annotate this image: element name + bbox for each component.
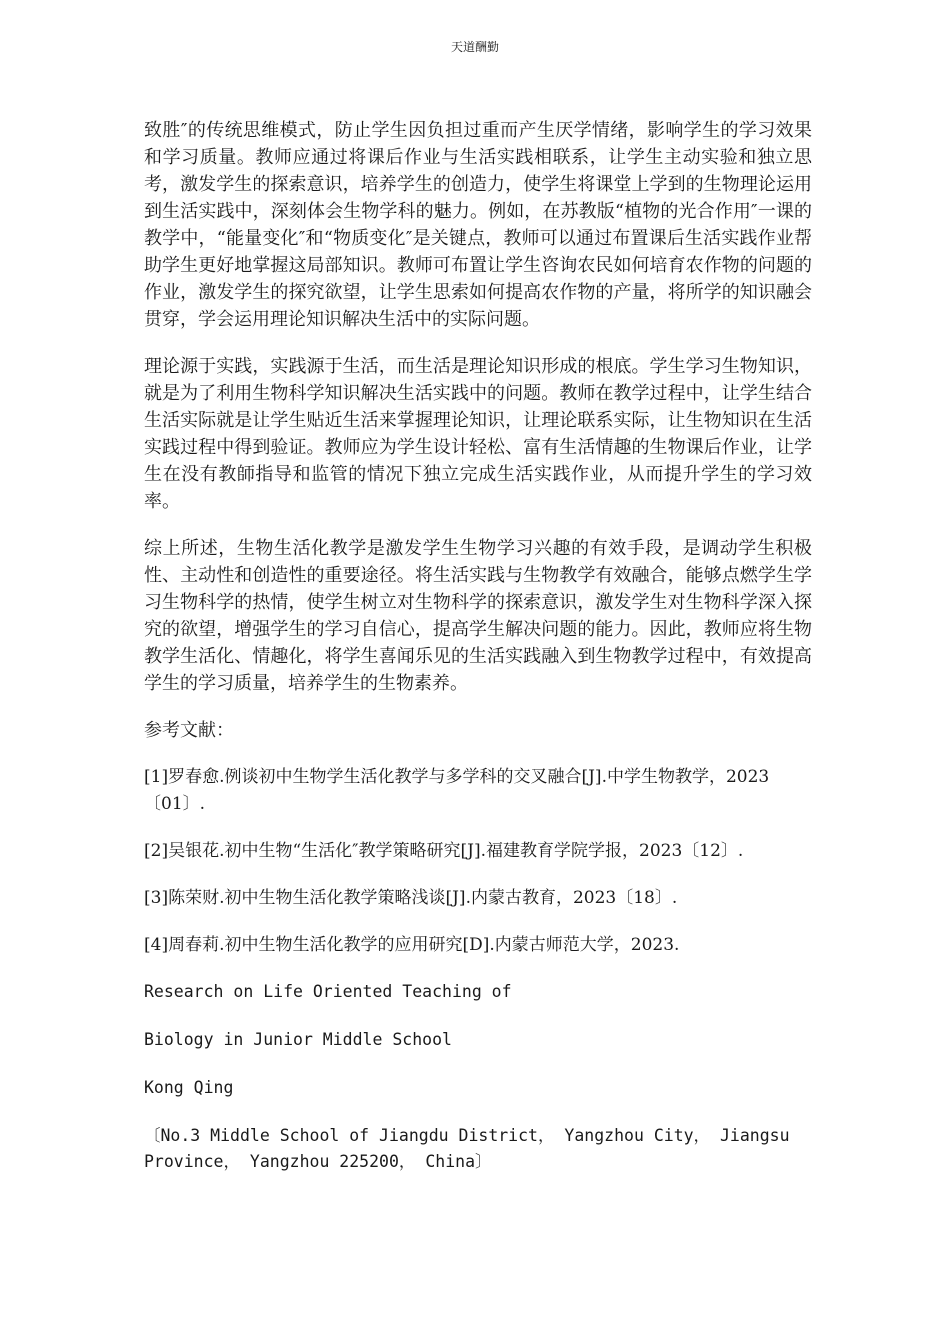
english-title-line-1: Research on Life Oriented Teaching of (144, 982, 512, 1001)
body-paragraph: 致胜″的传统思维模式，防止学生因负担过重而产生厌学情绪，影响学生的学习效果和学习质量。教师应通过将课后作业与生活实践相联系，让学生主动实验和独立思考，激发学生的探索意识，培养学生的创造力，使学生将课堂上学到的生物理论运用到生活实践中，深刻体会生物学科的魅力。例如，在苏教版“植物的光合作用″一课的教学中，“能量变化″和“物质变化″是关键点，教师可以通过布置课后生活实践作业帮助学生更好地掌握这局部知识。教师可布置让学生咨询农民如何培育农作物的问题的作业，激发学生的探究欲望，让学生思索如何提高农作物的产量，将所学的知识融会贯穿，学会运用理论知识解决生活中的实际问题。 (144, 120, 812, 330)
reference-item: [1]罗春愈.例谈初中生物学生活化教学与多学科的交叉融合[J].中学生物教学，2023〔01〕. (144, 767, 770, 814)
reference-item: [2]吴银花.初中生物“生活化″教学策略研究[J].福建教育学院学报，2023〔12〕. (144, 841, 744, 861)
page-header: 天道酬勤 (450, 40, 499, 54)
english-author: Kong Qing (144, 1078, 234, 1097)
english-affiliation: 〔No.3 Middle School of Jiangdu District， Yangzhou City， Jiangsu Province， Yangzhou 225200， China〕 (144, 1126, 800, 1171)
references-heading: 参考文献： (144, 720, 234, 741)
english-title-line-2: Biology in Junior Middle School (144, 1030, 452, 1049)
reference-item: [3]陈荣财.初中生物生活化教学策略浅谈[J].内蒙古教育，2023〔18〕. (144, 888, 678, 908)
body-paragraph: 理论源于实践，实践源于生活，而生活是理论知识形成的根底。学生学习生物知识，就是为了利用生物科学知识解决生活实践中的问题。教师在教学过程中，让学生结合生活实际就是让学生贴近生活来掌握理论知识，让理论联系实际，让生物知识在生活实践过程中得到验证。教师应为学生设计轻松、富有生活情趣的生物课后作业，让学生在没有教師指导和监管的情况下独立完成生活实践作业，从而提升学生的学习效率。 (144, 356, 812, 512)
document-body (144, 117, 812, 1197)
body-paragraph: 综上所述，生物生活化教学是激发学生生物学习兴趣的有效手段，是调动学生积极性、主动性和创造性的重要途径。将生活实践与生物教学有效融合，能够点燃学生学习生物科学的热情，使学生树立对生物科学的探索意识，激发学生对生物科学深入探究的欲望，增强学生的学习自信心，提高学生解决问题的能力。因此，教师应将生物教学生活化、情趣化，将学生喜闻乐见的生活实践融入到生物教学过程中，有效提高学生的学习质量，培养学生的生物素养。 (144, 538, 812, 694)
reference-item: [4]周春莉.初中生物生活化教学的应用研究[D].内蒙古师范大学，2023. (144, 935, 680, 955)
